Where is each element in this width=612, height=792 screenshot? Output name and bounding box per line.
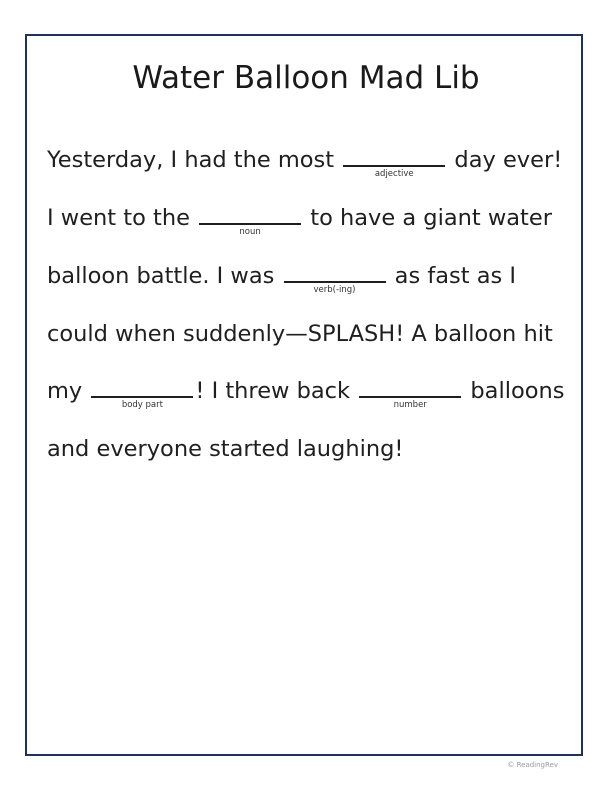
copyright-footer: © ReadingRev (507, 761, 558, 769)
blank-label: body part (121, 400, 163, 410)
story-line-6 (47, 432, 403, 466)
blank-noun[interactable] (199, 201, 301, 237)
story-text: balloon battle. I was (47, 263, 275, 289)
story-text: I went to the (47, 205, 190, 231)
story-text: could when suddenly—SPLASH! A balloon hit (47, 321, 553, 347)
story-text: ! I threw back (195, 378, 351, 404)
blank-label: number (393, 400, 427, 410)
page-title: Water Balloon Mad Lib (132, 60, 480, 96)
story-text: and everyone started laughing! (47, 436, 404, 462)
blank-body-part[interactable] (91, 374, 193, 410)
blank-label: adjective (374, 169, 414, 179)
story-text: balloons (470, 378, 565, 404)
story-text: my (47, 378, 83, 404)
blank-label: noun (239, 227, 261, 237)
story-text: to have a giant water (310, 205, 552, 231)
story-line-2 (47, 201, 552, 235)
story-line-1 (47, 143, 562, 177)
story-text: day ever! (454, 147, 563, 173)
story-line-5 (47, 374, 564, 408)
story-line-4 (47, 317, 553, 351)
blank-adjective[interactable] (343, 143, 445, 179)
story-text: as fast as I (394, 263, 517, 289)
story-text: Yesterday, I had the most (47, 147, 335, 173)
story-line-3 (47, 259, 516, 293)
blank-label: verb(-ing) (313, 285, 356, 295)
blank-verb-ing[interactable] (284, 259, 386, 295)
blank-number[interactable] (359, 374, 461, 410)
